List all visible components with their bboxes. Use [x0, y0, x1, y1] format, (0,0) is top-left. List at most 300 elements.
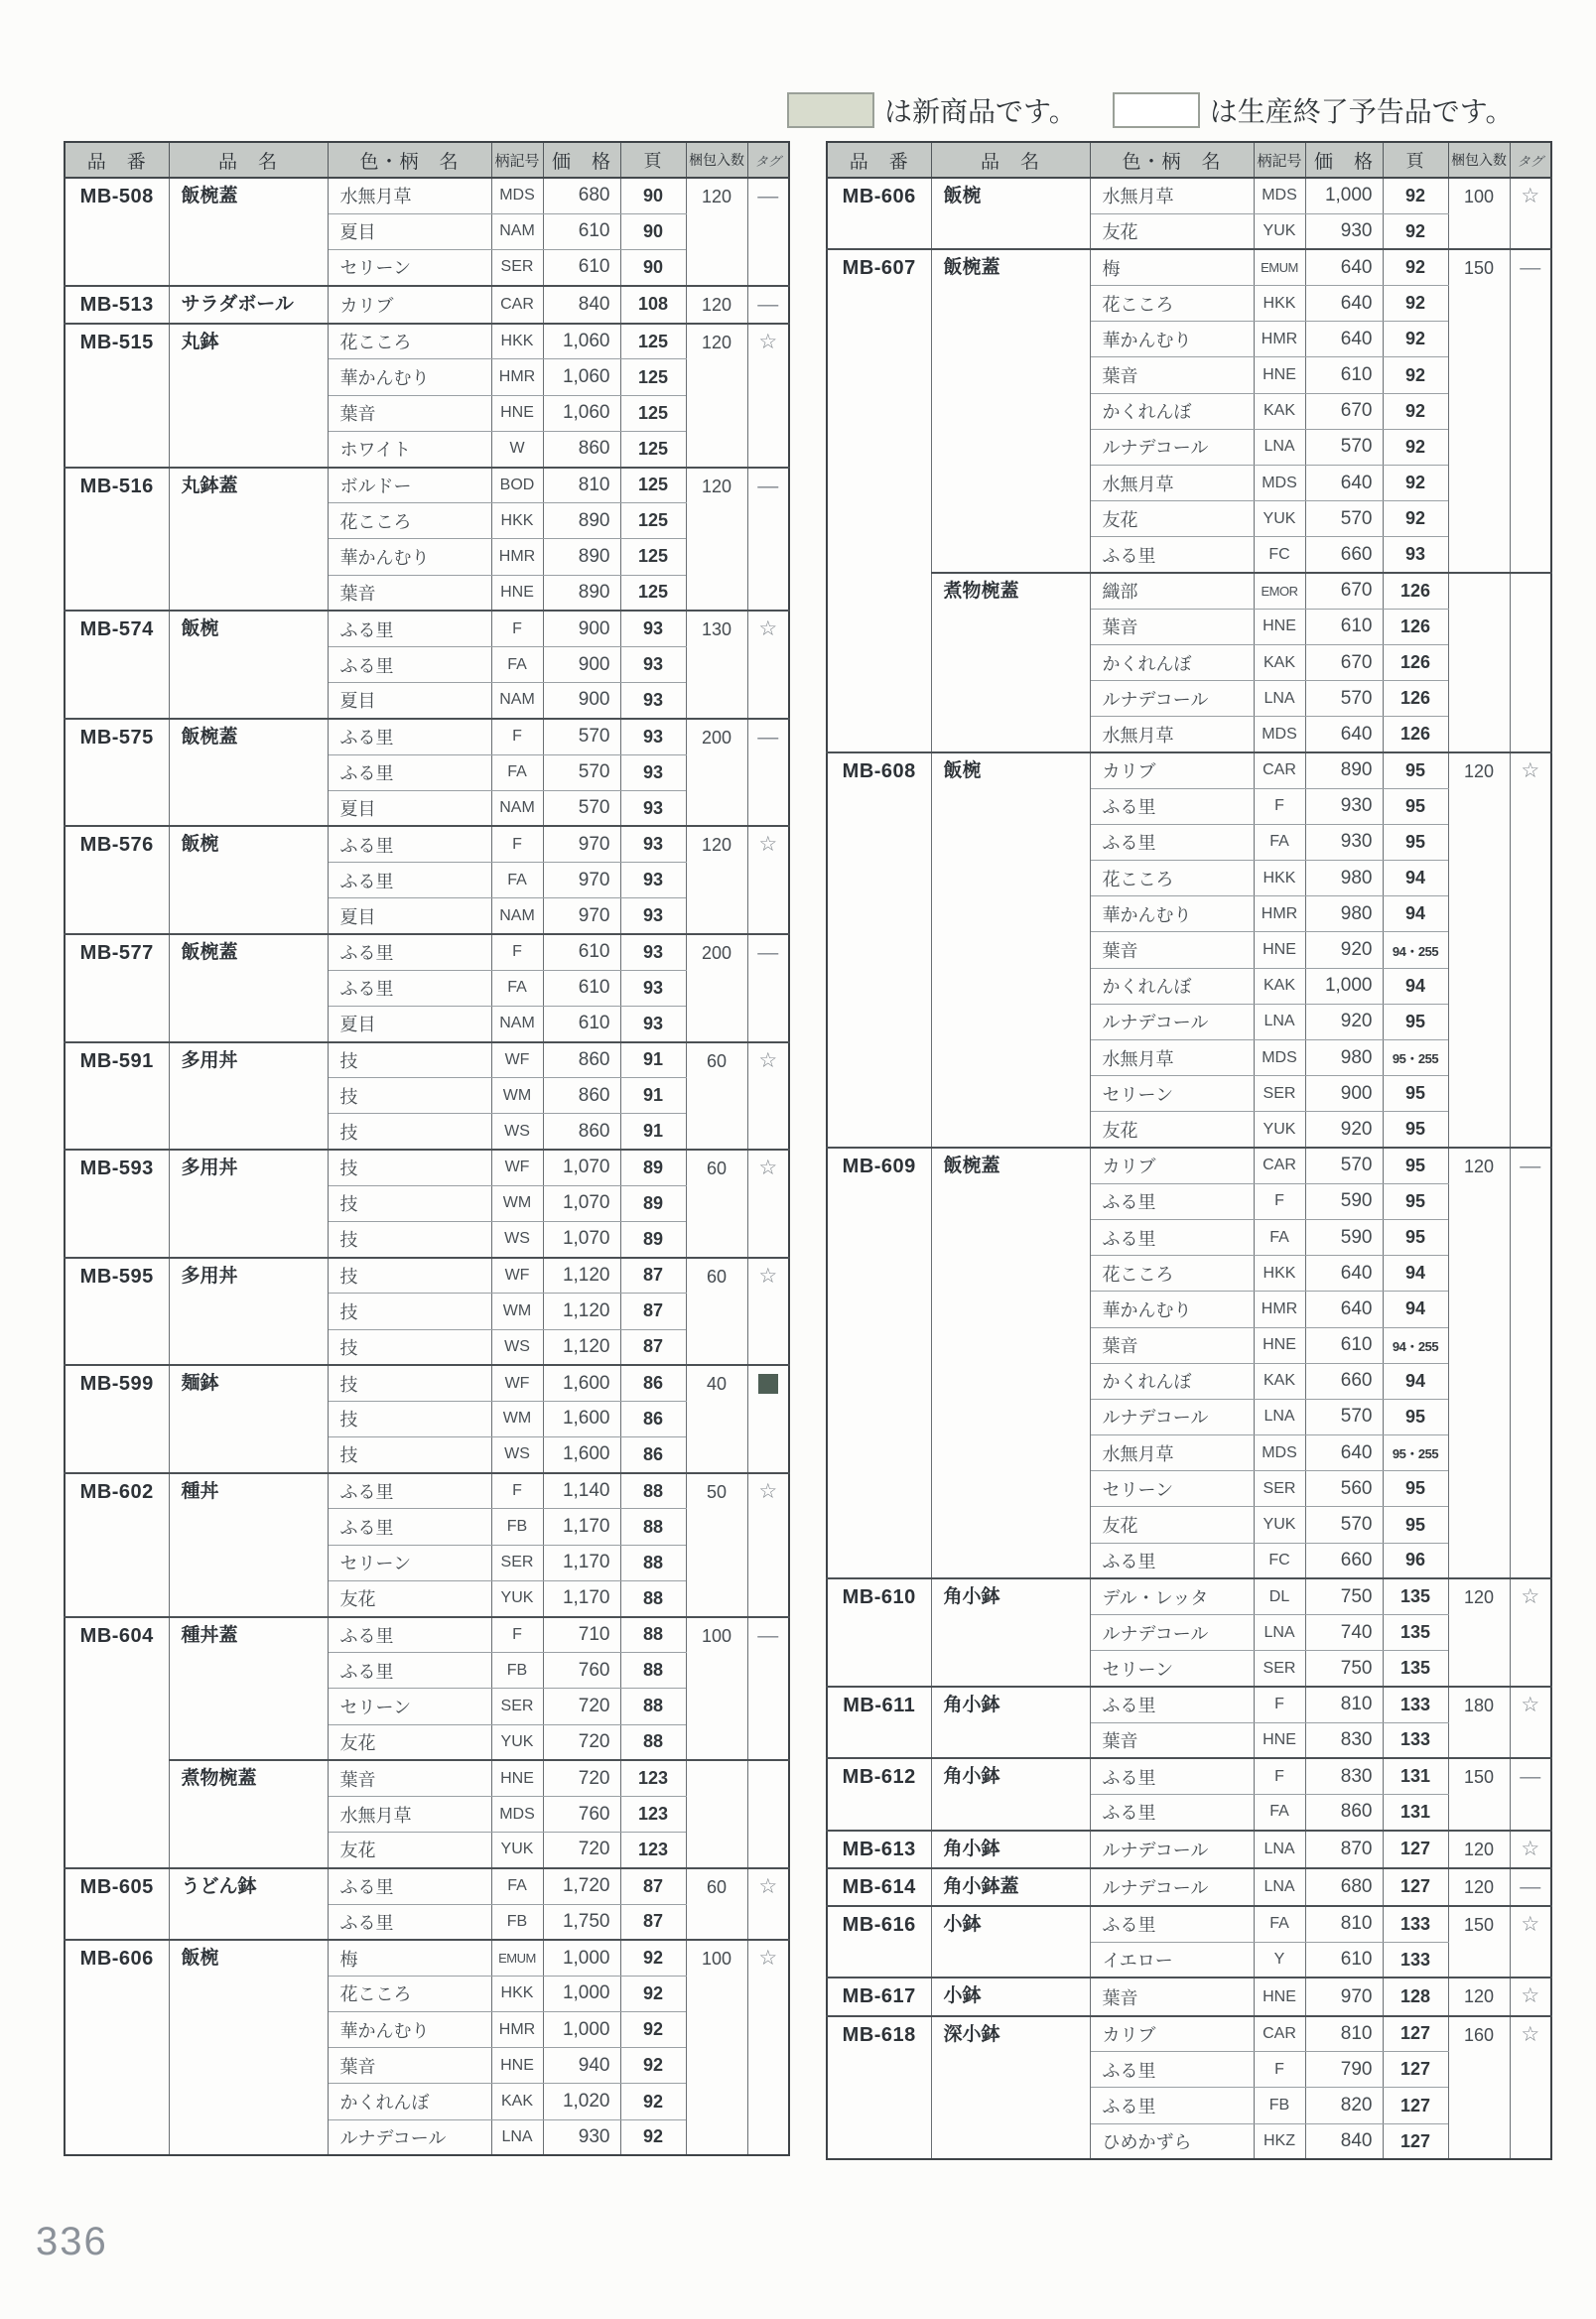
cell-page: 94 [1383, 1363, 1448, 1399]
cell-price: 750 [1305, 1578, 1383, 1614]
cell-pattern-code: FA [491, 646, 543, 682]
col-header-packing-qty: 梱包入数 [686, 142, 747, 178]
cell-price: 570 [1305, 429, 1383, 465]
table-row [65, 1473, 789, 1509]
cell-price: 930 [1305, 824, 1383, 860]
cell-product-name: 飯椀 [931, 178, 1090, 249]
cell-color-pattern-name: 水無月草 [1090, 466, 1254, 501]
new-product-square-mark [758, 1374, 778, 1394]
cell-pattern-code: FA [491, 1868, 543, 1904]
table-row [65, 1150, 789, 1185]
cell-price: 720 [543, 1689, 620, 1724]
col-header-tag: タグ [747, 142, 789, 178]
cell-color-pattern-name: セリーン [328, 1689, 491, 1724]
table-row [65, 1042, 789, 1078]
cell-pattern-code: LNA [1254, 1868, 1305, 1906]
cell-pattern-code: CAR [1254, 2016, 1305, 2052]
cell-color-pattern-name: 夏目 [328, 1006, 491, 1041]
cell-price: 1,600 [543, 1365, 620, 1401]
cell-product-code: MB-513 [65, 286, 169, 324]
cell-color-pattern-name: セリーン [1090, 1471, 1254, 1507]
cell-pattern-code: FB [1254, 2088, 1305, 2123]
cell-packing-qty: 40 [686, 1365, 747, 1473]
cell-color-pattern-name: ふる里 [328, 826, 491, 862]
cell-price: 900 [543, 683, 620, 719]
cell-price: 570 [543, 790, 620, 826]
cell-price: 970 [543, 826, 620, 862]
cell-product-name: 角小鉢 [931, 1687, 1090, 1758]
cell-color-pattern-name: ルナデコール [1090, 1399, 1254, 1434]
cell-price: 830 [1305, 1758, 1383, 1794]
table-row [65, 1868, 789, 1904]
cell-product-code: MB-516 [65, 468, 169, 612]
cell-price: 720 [543, 1833, 620, 1868]
cell-pattern-code: WF [491, 1150, 543, 1185]
cell-product-name: 角小鉢 [931, 1831, 1090, 1868]
cell-page: 131 [1383, 1758, 1448, 1794]
cell-tag: — [747, 1617, 789, 1761]
cell-pattern-code: HNE [491, 1760, 543, 1796]
cell-price: 920 [1305, 932, 1383, 968]
cell-product-name: 飯椀蓋 [169, 719, 328, 827]
table-row [827, 1831, 1551, 1868]
cell-color-pattern-name: ふる里 [328, 1868, 491, 1904]
cell-product-code: MB-577 [65, 934, 169, 1042]
cell-pattern-code: NAM [491, 790, 543, 826]
cell-pattern-code: CAR [1254, 1148, 1305, 1183]
cell-price: 860 [543, 431, 620, 467]
cell-pattern-code: FB [491, 1653, 543, 1689]
cell-page: 87 [620, 1294, 686, 1329]
cell-page: 86 [620, 1365, 686, 1401]
cell-tag [1510, 573, 1551, 752]
cell-price: 590 [1305, 1183, 1383, 1219]
table-row [827, 573, 1551, 609]
cell-product-name: 飯椀蓋 [931, 249, 1090, 573]
cell-page: 95 [1383, 1471, 1448, 1507]
cell-page: 95・255 [1383, 1040, 1448, 1076]
cell-pattern-code: NAM [491, 898, 543, 934]
cell-color-pattern-name: 華かんむり [328, 539, 491, 575]
table-row [827, 752, 1551, 788]
cell-pattern-code: LNA [1254, 1831, 1305, 1868]
cell-page: 92 [1383, 501, 1448, 537]
cell-product-name: 種丼蓋 [169, 1617, 328, 1761]
cell-page: 133 [1383, 1942, 1448, 1978]
table-row [827, 1687, 1551, 1722]
cell-color-pattern-name: 葉音 [1090, 1327, 1254, 1363]
cell-product-code: MB-611 [827, 1687, 931, 1758]
cell-tag: — [1510, 1758, 1551, 1830]
cell-price: 940 [543, 2048, 620, 2084]
cell-color-pattern-name: 葉音 [1090, 357, 1254, 393]
col-header-page: 頁 [1383, 142, 1448, 178]
col-header-page: 頁 [620, 142, 686, 178]
cell-product-code: MB-617 [827, 1978, 931, 2015]
col-header-color-pattern-name: 色・柄 名 [1090, 142, 1254, 178]
cell-page: 87 [620, 1329, 686, 1365]
cell-pattern-code: F [491, 1617, 543, 1653]
cell-color-pattern-name: ふる里 [328, 970, 491, 1006]
col-header-price: 価 格 [1305, 142, 1383, 178]
cell-page: 93 [620, 898, 686, 934]
cell-color-pattern-name: ふる里 [1090, 824, 1254, 860]
cell-color-pattern-name: ひめかずら [1090, 2123, 1254, 2159]
cell-page: 95 [1383, 1004, 1448, 1039]
cell-pattern-code: DL [1254, 1578, 1305, 1614]
cell-page: 108 [620, 286, 686, 324]
cell-packing-qty [1448, 573, 1510, 752]
cell-pattern-code: HMR [1254, 322, 1305, 357]
cell-color-pattern-name: 華かんむり [1090, 896, 1254, 932]
cell-color-pattern-name: カリブ [1090, 2016, 1254, 2052]
cell-packing-qty: 150 [1448, 249, 1510, 573]
cell-product-code: MB-616 [827, 1906, 931, 1978]
cell-page: 90 [620, 213, 686, 249]
cell-packing-qty: 150 [1448, 1758, 1510, 1830]
cell-color-pattern-name: ふる里 [328, 1509, 491, 1545]
cell-product-name: 小鉢 [931, 1906, 1090, 1978]
cell-pattern-code: HKZ [1254, 2123, 1305, 2159]
cell-packing-qty: 160 [1448, 2016, 1510, 2160]
cell-color-pattern-name: ルナデコール [1090, 429, 1254, 465]
table-row [65, 1940, 789, 1976]
cell-packing-qty: 120 [1448, 1831, 1510, 1868]
cell-price: 980 [1305, 896, 1383, 932]
cell-tag [747, 1760, 789, 1868]
cell-page: 94 [1383, 968, 1448, 1004]
cell-pattern-code: F [491, 934, 543, 970]
cell-color-pattern-name: 華かんむり [1090, 322, 1254, 357]
cell-pattern-code: F [1254, 1758, 1305, 1794]
cell-color-pattern-name: 葉音 [328, 575, 491, 611]
legend [787, 89, 1514, 131]
cell-color-pattern-name: 梅 [328, 1940, 491, 1976]
cell-color-pattern-name: かくれんぼ [1090, 968, 1254, 1004]
cell-product-code: MB-599 [65, 1365, 169, 1473]
cell-color-pattern-name: ふる里 [1090, 1906, 1254, 1942]
cell-color-pattern-name: 葉音 [328, 395, 491, 431]
cell-price: 640 [1305, 286, 1383, 322]
cell-packing-qty: 60 [686, 1868, 747, 1940]
cell-pattern-code: MDS [1254, 1040, 1305, 1076]
cell-color-pattern-name: 技 [328, 1114, 491, 1150]
cell-tag: — [1510, 1868, 1551, 1906]
cell-page: 127 [1383, 2052, 1448, 2088]
cell-color-pattern-name: ふる里 [328, 1617, 491, 1653]
cell-tag: ☆ [1510, 178, 1551, 249]
catalog-table-left [64, 141, 790, 2156]
cell-product-code: MB-515 [65, 324, 169, 468]
cell-product-code: MB-614 [827, 1868, 931, 1906]
cell-product-code: MB-575 [65, 719, 169, 827]
cell-pattern-code: NAM [491, 213, 543, 249]
cell-price: 860 [1305, 1794, 1383, 1830]
cell-page: 95 [1383, 1076, 1448, 1112]
cell-color-pattern-name: デル・レッタ [1090, 1578, 1254, 1614]
cell-price: 640 [1305, 466, 1383, 501]
cell-page: 88 [620, 1509, 686, 1545]
cell-price: 810 [1305, 1687, 1383, 1722]
cell-color-pattern-name: 華かんむり [328, 359, 491, 395]
cell-product-name: 飯椀蓋 [169, 934, 328, 1042]
cell-page: 135 [1383, 1578, 1448, 1614]
cell-packing-qty: 120 [686, 468, 747, 612]
cell-color-pattern-name: カリブ [1090, 1148, 1254, 1183]
col-header-color-pattern-name: 色・柄 名 [328, 142, 491, 178]
cell-color-pattern-name: ふる里 [328, 754, 491, 790]
cell-pattern-code: HNE [1254, 932, 1305, 968]
cell-page: 92 [620, 2119, 686, 2155]
cell-color-pattern-name: ふる里 [1090, 1219, 1254, 1255]
cell-color-pattern-name: セリーン [1090, 1076, 1254, 1112]
cell-product-code: MB-508 [65, 178, 169, 286]
cell-pattern-code: SER [491, 1689, 543, 1724]
cell-page: 94 [1383, 896, 1448, 932]
cell-product-name: サラダボール [169, 286, 328, 324]
cell-color-pattern-name: 花こころ [1090, 286, 1254, 322]
cell-color-pattern-name: ボルドー [328, 468, 491, 503]
catalog-table-right [826, 141, 1552, 2160]
cell-pattern-code: F [491, 719, 543, 754]
cell-tag: ☆ [1510, 1906, 1551, 1978]
cell-price: 1,170 [543, 1580, 620, 1616]
cell-color-pattern-name: 友花 [1090, 213, 1254, 249]
cell-tag: — [1510, 1148, 1551, 1578]
cell-color-pattern-name: ふる里 [328, 863, 491, 898]
cell-pattern-code: SER [1254, 1651, 1305, 1687]
cell-price: 560 [1305, 1471, 1383, 1507]
cell-page: 87 [620, 1868, 686, 1904]
cell-price: 870 [1305, 1831, 1383, 1868]
cell-product-name: 深小鉢 [931, 2016, 1090, 2160]
table-row [65, 611, 789, 646]
cell-pattern-code: FB [491, 1904, 543, 1940]
cell-page: 126 [1383, 644, 1448, 680]
cell-pattern-code: FA [1254, 824, 1305, 860]
cell-pattern-code: KAK [1254, 644, 1305, 680]
cell-pattern-code: FA [1254, 1906, 1305, 1942]
cell-product-code: MB-576 [65, 826, 169, 934]
cell-page: 128 [1383, 1978, 1448, 2015]
cell-pattern-code: LNA [1254, 1615, 1305, 1651]
cell-packing-qty: 200 [686, 934, 747, 1042]
cell-color-pattern-name: ふる里 [1090, 1687, 1254, 1722]
cell-pattern-code: HNE [1254, 1327, 1305, 1363]
table-row [65, 324, 789, 359]
cell-pattern-code: HMR [491, 539, 543, 575]
table-row [827, 1868, 1551, 1906]
cell-tag: — [747, 178, 789, 286]
cell-price: 1,000 [1305, 178, 1383, 213]
cell-color-pattern-name: かくれんぼ [328, 2084, 491, 2119]
table-row [65, 934, 789, 970]
cell-pattern-code: HNE [1254, 357, 1305, 393]
cell-product-name: 小鉢 [931, 1978, 1090, 2015]
cell-page: 125 [620, 539, 686, 575]
cell-page: 95・255 [1383, 1435, 1448, 1471]
cell-color-pattern-name: 水無月草 [328, 178, 491, 213]
cell-color-pattern-name: セリーン [328, 1545, 491, 1580]
cell-price: 1,170 [543, 1545, 620, 1580]
cell-pattern-code: HNE [1254, 1722, 1305, 1758]
cell-pattern-code: NAM [491, 1006, 543, 1041]
cell-color-pattern-name: 技 [328, 1329, 491, 1365]
cell-page: 96 [1383, 1543, 1448, 1578]
cell-price: 660 [1305, 1363, 1383, 1399]
cell-price: 900 [1305, 1076, 1383, 1112]
cell-pattern-code: HKK [491, 324, 543, 359]
cell-color-pattern-name: 葉音 [328, 2048, 491, 2084]
cell-product-code: MB-610 [827, 1578, 931, 1687]
cell-pattern-code: WS [491, 1329, 543, 1365]
cell-page: 127 [1383, 2123, 1448, 2159]
cell-page: 125 [620, 359, 686, 395]
cell-price: 760 [543, 1796, 620, 1832]
cell-page: 92 [1383, 286, 1448, 322]
cell-page: 127 [1383, 1831, 1448, 1868]
cell-product-code: MB-607 [827, 249, 931, 752]
cell-price: 920 [1305, 1004, 1383, 1039]
col-header-product-name: 品 名 [169, 142, 328, 178]
table-row [65, 1617, 789, 1653]
cell-price: 900 [543, 646, 620, 682]
cell-color-pattern-name: ルナデコール [1090, 1831, 1254, 1868]
cell-pattern-code: FA [1254, 1794, 1305, 1830]
cell-product-name: 煮物椀蓋 [169, 1760, 328, 1868]
cell-price: 1,120 [543, 1294, 620, 1329]
cell-color-pattern-name: 技 [328, 1185, 491, 1221]
cell-pattern-code: NAM [491, 683, 543, 719]
table-row [827, 178, 1551, 213]
cell-page: 95 [1383, 752, 1448, 788]
cell-pattern-code: SER [1254, 1076, 1305, 1112]
cell-price: 810 [1305, 2016, 1383, 2052]
cell-pattern-code: MDS [1254, 1435, 1305, 1471]
cell-price: 830 [1305, 1722, 1383, 1758]
cell-color-pattern-name: ふる里 [1090, 1543, 1254, 1578]
cell-packing-qty: 120 [686, 826, 747, 934]
table-row [65, 1760, 789, 1796]
cell-pattern-code: LNA [1254, 1399, 1305, 1434]
cell-pattern-code: F [1254, 1183, 1305, 1219]
cell-page: 91 [620, 1042, 686, 1078]
cell-pattern-code: KAK [491, 2084, 543, 2119]
cell-color-pattern-name: ふる里 [1090, 1183, 1254, 1219]
cell-tag: — [1510, 249, 1551, 573]
cell-color-pattern-name: 花こころ [1090, 861, 1254, 896]
cell-product-code: MB-604 [65, 1617, 169, 1868]
cell-pattern-code: YUK [1254, 501, 1305, 537]
cell-page: 95 [1383, 824, 1448, 860]
cell-page: 91 [620, 1078, 686, 1114]
cell-page: 93 [620, 970, 686, 1006]
cell-price: 570 [543, 754, 620, 790]
cell-price: 610 [543, 934, 620, 970]
cell-packing-qty: 100 [1448, 178, 1510, 249]
col-header-pattern-code: 柄記号 [491, 142, 543, 178]
cell-price: 610 [543, 213, 620, 249]
cell-product-code: MB-595 [65, 1258, 169, 1366]
cell-product-name: 角小鉢 [931, 1578, 1090, 1687]
cell-page: 125 [620, 503, 686, 539]
cell-pattern-code: HKK [1254, 1256, 1305, 1292]
cell-page: 127 [1383, 1868, 1448, 1906]
cell-page: 95 [1383, 1148, 1448, 1183]
cell-pattern-code: WS [491, 1437, 543, 1473]
cell-page: 87 [620, 1904, 686, 1940]
cell-product-name: 角小鉢 [931, 1758, 1090, 1830]
cell-product-name: 多用丼 [169, 1042, 328, 1151]
table-row [65, 719, 789, 754]
cell-page: 95 [1383, 1112, 1448, 1148]
cell-color-pattern-name: ふる里 [1090, 2088, 1254, 2123]
cell-color-pattern-name: ルナデコール [1090, 1004, 1254, 1039]
col-header-product-name: 品 名 [931, 142, 1090, 178]
cell-pattern-code: F [491, 1473, 543, 1509]
cell-packing-qty: 180 [1448, 1687, 1510, 1758]
cell-color-pattern-name: 技 [328, 1401, 491, 1436]
cell-page: 95 [1383, 1219, 1448, 1255]
cell-price: 1,060 [543, 395, 620, 431]
cell-price: 860 [543, 1078, 620, 1114]
cell-color-pattern-name: ふる里 [1090, 1794, 1254, 1830]
cell-price: 640 [1305, 249, 1383, 285]
cell-price: 590 [1305, 1219, 1383, 1255]
cell-page: 93 [620, 826, 686, 862]
cell-color-pattern-name: ふる里 [1090, 2052, 1254, 2088]
cell-tag: ☆ [1510, 1831, 1551, 1868]
cell-product-name: 飯椀 [931, 752, 1090, 1148]
cell-product-code: MB-606 [827, 178, 931, 249]
cell-color-pattern-name: ふる里 [328, 611, 491, 646]
cell-packing-qty: 200 [686, 719, 747, 827]
cell-price: 1,600 [543, 1401, 620, 1436]
cell-price: 820 [1305, 2088, 1383, 2123]
cell-pattern-code: HMR [491, 2012, 543, 2048]
table-row [827, 1148, 1551, 1183]
cell-page: 127 [1383, 2016, 1448, 2052]
cell-pattern-code: EMUM [1254, 249, 1305, 285]
col-header-packing-qty: 梱包入数 [1448, 142, 1510, 178]
table-row [827, 2016, 1551, 2052]
cell-color-pattern-name: 葉音 [1090, 932, 1254, 968]
cell-price: 980 [1305, 861, 1383, 896]
cell-page: 126 [1383, 573, 1448, 609]
cell-page: 95 [1383, 1399, 1448, 1434]
cell-price: 570 [1305, 501, 1383, 537]
cell-tag: ☆ [747, 1473, 789, 1617]
cell-page: 91 [620, 1114, 686, 1150]
cell-page: 93 [620, 646, 686, 682]
cell-price: 930 [543, 2119, 620, 2155]
cell-color-pattern-name: カリブ [1090, 752, 1254, 788]
cell-color-pattern-name: 葉音 [1090, 1722, 1254, 1758]
cell-pattern-code: MDS [491, 1796, 543, 1832]
cell-color-pattern-name: 友花 [328, 1724, 491, 1760]
cell-packing-qty: 120 [1448, 1148, 1510, 1578]
cell-tag: — [747, 719, 789, 827]
cell-color-pattern-name: 花こころ [328, 503, 491, 539]
cell-price: 640 [1305, 1435, 1383, 1471]
cell-color-pattern-name: ふる里 [328, 1653, 491, 1689]
cell-product-code: MB-602 [65, 1473, 169, 1617]
cell-color-pattern-name: 夏目 [328, 683, 491, 719]
cell-price: 1,000 [1305, 968, 1383, 1004]
cell-price: 570 [543, 719, 620, 754]
cell-color-pattern-name: 技 [328, 1258, 491, 1294]
cell-color-pattern-name: 葉音 [1090, 609, 1254, 644]
